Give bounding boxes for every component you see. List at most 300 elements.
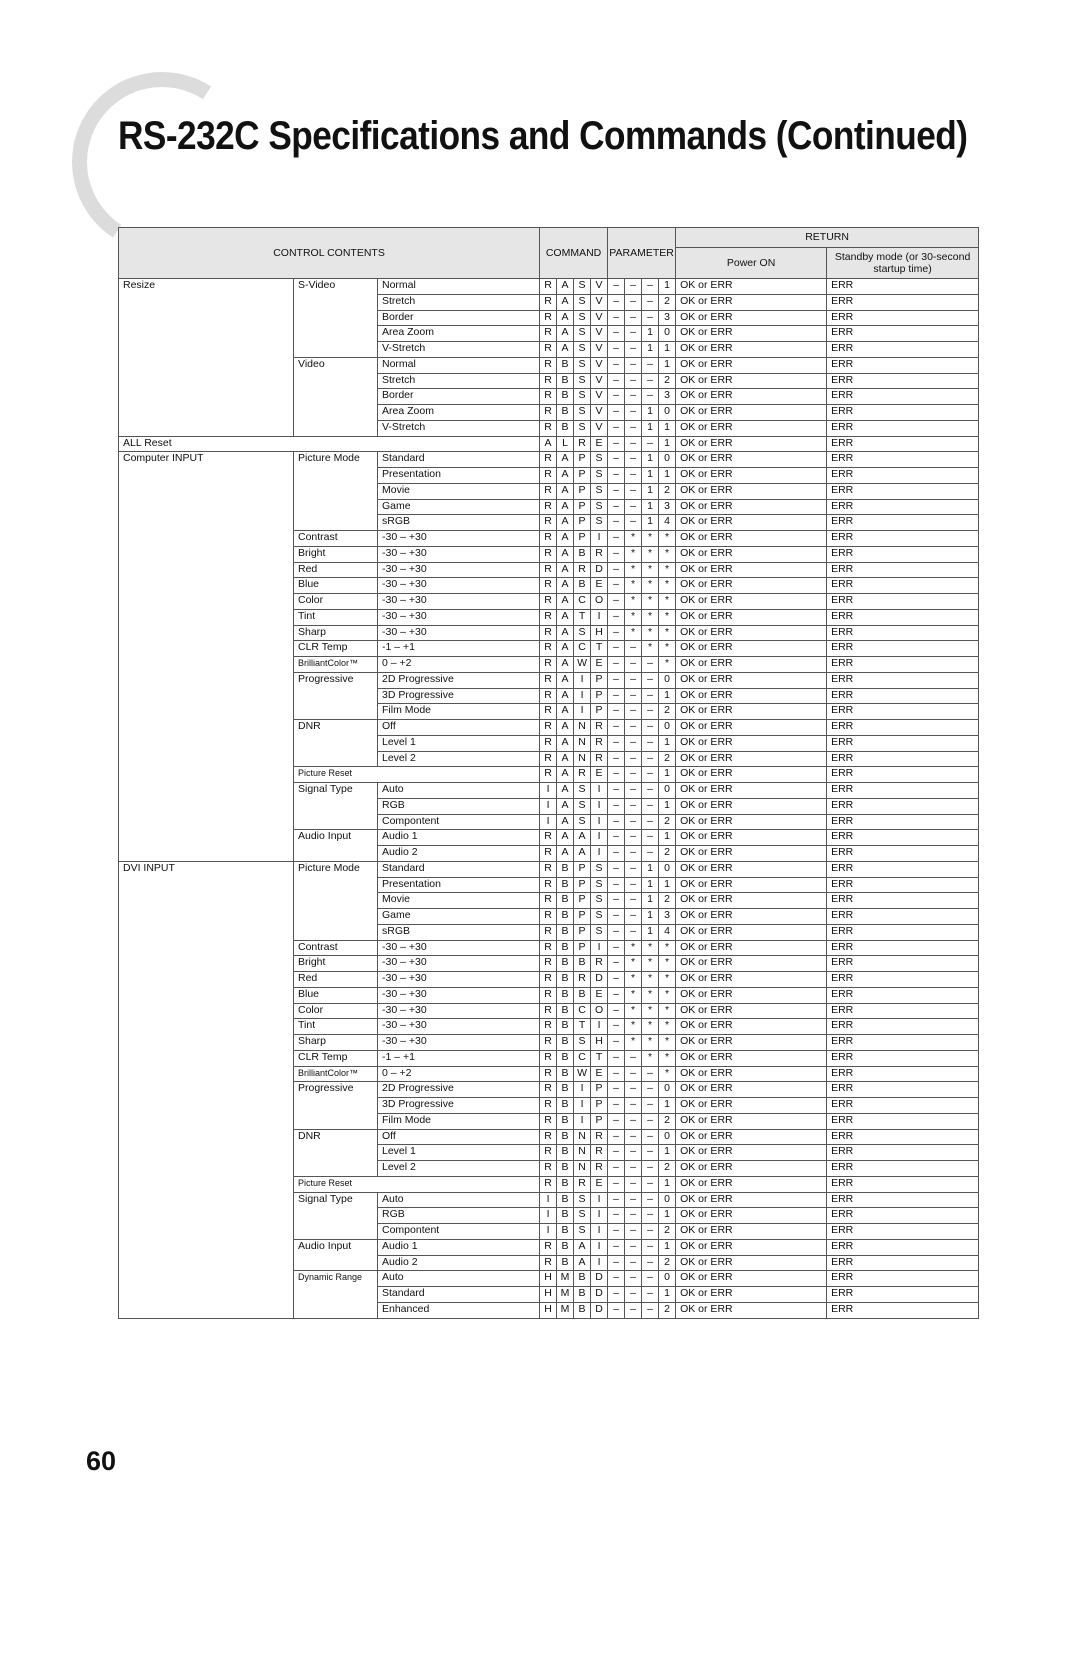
parameter-char: 3 [659,389,676,405]
command-char: A [557,657,574,673]
return-standby: ERR [827,342,979,358]
return-power-on: OK or ERR [676,1145,827,1161]
parameter-char: – [608,846,625,862]
parameter-char: – [608,373,625,389]
return-power-on: OK or ERR [676,688,827,704]
command-char: R [540,657,557,673]
parameter-char: – [642,1287,659,1303]
cell-setting: -30 – +30 [378,546,540,562]
return-standby: ERR [827,625,979,641]
command-char: R [540,704,557,720]
parameter-char: – [642,704,659,720]
parameter-char: 0 [659,1082,676,1098]
command-char: O [591,594,608,610]
command-char: A [557,499,574,515]
cell-item: BrilliantColor™ [294,657,378,673]
page-number: 60 [86,1446,117,1476]
return-power-on: OK or ERR [676,704,827,720]
command-char: P [591,704,608,720]
parameter-char: – [608,972,625,988]
parameter-char: * [642,578,659,594]
command-char: R [540,342,557,358]
command-char: B [574,987,591,1003]
command-char: I [591,940,608,956]
cell-setting: -30 – +30 [378,609,540,625]
parameter-char: – [608,389,625,405]
return-power-on: OK or ERR [676,594,827,610]
command-char: A [557,641,574,657]
parameter-char: – [608,814,625,830]
command-char: I [540,1224,557,1240]
cell-item: CLR Temp [294,641,378,657]
cell-setting: -30 – +30 [378,940,540,956]
parameter-char: – [625,814,642,830]
parameter-char: – [625,767,642,783]
command-char: R [540,1129,557,1145]
parameter-char: 0 [659,452,676,468]
parameter-char: * [642,1035,659,1051]
command-char: B [574,1287,591,1303]
cell-setting: -30 – +30 [378,972,540,988]
return-standby: ERR [827,861,979,877]
cell-item: Tint [294,609,378,625]
parameter-char: 2 [659,294,676,310]
parameter-char: – [642,1113,659,1129]
parameter-char: – [625,499,642,515]
command-char: D [591,562,608,578]
command-char: A [557,783,574,799]
command-char: B [557,1082,574,1098]
parameter-char: * [659,594,676,610]
return-standby: ERR [827,751,979,767]
command-char: R [540,1161,557,1177]
command-char: V [591,373,608,389]
command-char: R [540,515,557,531]
header-standby: Standby mode (or 30-second startup time) [827,248,979,279]
command-char: H [540,1287,557,1303]
command-char: H [591,625,608,641]
command-char: R [540,893,557,909]
command-char: H [591,1035,608,1051]
command-char: E [591,436,608,452]
command-char: B [557,1035,574,1051]
command-char: R [540,1113,557,1129]
command-char: V [591,389,608,405]
return-power-on: OK or ERR [676,1019,827,1035]
parameter-char: – [608,294,625,310]
command-char: S [574,342,591,358]
command-char: A [557,515,574,531]
command-char: P [574,940,591,956]
command-char: S [574,1208,591,1224]
command-char: V [591,357,608,373]
command-char: S [574,625,591,641]
return-power-on: OK or ERR [676,609,827,625]
parameter-char: 1 [642,861,659,877]
parameter-char: – [625,720,642,736]
parameter-char: 1 [642,893,659,909]
command-char: I [540,814,557,830]
return-power-on: OK or ERR [676,641,827,657]
command-char: R [574,562,591,578]
parameter-char: – [608,1302,625,1318]
command-char: V [591,294,608,310]
command-char: R [540,625,557,641]
cell-setting: Area Zoom [378,405,540,421]
parameter-char: 3 [659,499,676,515]
parameter-char: – [608,405,625,421]
parameter-char: – [608,594,625,610]
cell-setting: Film Mode [378,1113,540,1129]
return-power-on: OK or ERR [676,1161,827,1177]
return-power-on: OK or ERR [676,657,827,673]
command-char: R [540,751,557,767]
return-power-on: OK or ERR [676,436,827,452]
parameter-char: – [642,783,659,799]
command-char: A [574,1255,591,1271]
cell-setting: Normal [378,357,540,373]
parameter-char: – [608,688,625,704]
parameter-char: 0 [659,326,676,342]
command-char: I [574,1082,591,1098]
return-standby: ERR [827,594,979,610]
cell-setting: 2D Progressive [378,672,540,688]
command-char: I [591,798,608,814]
command-char: P [574,877,591,893]
return-standby: ERR [827,956,979,972]
parameter-char: * [625,1035,642,1051]
parameter-char: * [625,956,642,972]
return-standby: ERR [827,531,979,547]
cell-category: Resize [119,279,294,437]
parameter-char: – [642,1145,659,1161]
cell-setting: 0 – +2 [378,1066,540,1082]
command-char: R [540,688,557,704]
parameter-char: 2 [659,1161,676,1177]
command-char: A [557,767,574,783]
parameter-char: – [625,657,642,673]
command-char: D [591,1271,608,1287]
parameter-char: * [659,1066,676,1082]
parameter-char: 1 [642,405,659,421]
command-char: R [540,1145,557,1161]
command-char: A [557,310,574,326]
parameter-char: 0 [659,1129,676,1145]
parameter-char: – [608,1176,625,1192]
command-char: I [540,798,557,814]
parameter-char: 0 [659,720,676,736]
parameter-char: – [642,751,659,767]
command-char: R [591,735,608,751]
parameter-char: 1 [659,279,676,295]
parameter-char: 1 [642,452,659,468]
command-char: O [591,1003,608,1019]
parameter-char: * [659,562,676,578]
parameter-char: – [642,1082,659,1098]
parameter-char: – [608,1066,625,1082]
return-standby: ERR [827,672,979,688]
return-power-on: OK or ERR [676,1082,827,1098]
parameter-char: – [625,452,642,468]
parameter-char: – [625,1050,642,1066]
command-char: P [574,468,591,484]
parameter-char: – [608,1224,625,1240]
parameter-char: – [642,1208,659,1224]
parameter-char: 1 [642,924,659,940]
command-char: I [591,1239,608,1255]
command-char: S [574,357,591,373]
command-char: D [591,972,608,988]
command-char: S [574,783,591,799]
command-char: R [591,546,608,562]
table-row [119,861,979,877]
parameter-char: * [642,625,659,641]
return-power-on: OK or ERR [676,1192,827,1208]
cell-category: DVI INPUT [119,861,294,1318]
cell-setting: Game [378,499,540,515]
command-char: R [540,924,557,940]
cell-setting: Audio 1 [378,830,540,846]
command-char: S [574,798,591,814]
parameter-char: – [608,1050,625,1066]
command-char: R [540,405,557,421]
cell-setting: sRGB [378,515,540,531]
return-standby: ERR [827,704,979,720]
parameter-char: – [608,751,625,767]
parameter-char: 1 [642,515,659,531]
command-char: P [574,452,591,468]
return-power-on: OK or ERR [676,373,827,389]
return-standby: ERR [827,830,979,846]
parameter-char: – [642,798,659,814]
command-char: A [557,625,574,641]
parameter-char: – [608,1019,625,1035]
parameter-char: – [608,468,625,484]
command-char: R [591,720,608,736]
parameter-char: – [625,310,642,326]
command-char: N [574,1161,591,1177]
command-char: A [557,452,574,468]
cell-setting: Audio 2 [378,846,540,862]
parameter-char: * [659,1050,676,1066]
parameter-char: – [625,1129,642,1145]
return-standby: ERR [827,1113,979,1129]
parameter-char: 1 [659,1098,676,1114]
parameter-char: – [608,672,625,688]
command-char: B [557,1003,574,1019]
command-char: B [557,1066,574,1082]
return-power-on: OK or ERR [676,1050,827,1066]
parameter-char: 4 [659,924,676,940]
command-char: R [540,499,557,515]
parameter-char: – [608,452,625,468]
parameter-char: * [659,956,676,972]
parameter-char: * [659,609,676,625]
command-char: S [574,279,591,295]
cell-setting: 3D Progressive [378,1098,540,1114]
return-power-on: OK or ERR [676,877,827,893]
command-char: R [540,830,557,846]
cell-item: Audio Input [294,830,378,862]
command-char: C [574,641,591,657]
parameter-char: – [625,1271,642,1287]
parameter-char: – [625,389,642,405]
cell-setting: Compontent [378,814,540,830]
command-char: R [540,1019,557,1035]
return-power-on: OK or ERR [676,672,827,688]
parameter-char: – [625,704,642,720]
return-standby: ERR [827,972,979,988]
command-char: C [574,1050,591,1066]
parameter-char: – [625,342,642,358]
parameter-char: – [608,1208,625,1224]
command-char: V [591,279,608,295]
return-standby: ERR [827,657,979,673]
cell-setting: V-Stretch [378,342,540,358]
parameter-char: – [608,924,625,940]
command-char: V [591,342,608,358]
command-char: R [540,909,557,925]
return-power-on: OK or ERR [676,1271,827,1287]
return-standby: ERR [827,893,979,909]
cell-setting: Level 2 [378,751,540,767]
parameter-char: * [625,578,642,594]
parameter-char: * [625,940,642,956]
command-char: B [557,1161,574,1177]
cell-setting: Level 1 [378,735,540,751]
parameter-char: – [608,909,625,925]
command-char: A [557,609,574,625]
parameter-char: * [659,1003,676,1019]
header-power-on: Power ON [676,248,827,279]
return-standby: ERR [827,909,979,925]
parameter-char: 1 [659,767,676,783]
command-char: B [557,940,574,956]
parameter-char: 1 [659,735,676,751]
cell-setting: Standard [378,452,540,468]
command-char: I [591,609,608,625]
command-char: I [591,830,608,846]
parameter-char: 1 [659,357,676,373]
return-standby: ERR [827,1145,979,1161]
parameter-char: – [608,531,625,547]
parameter-char: – [608,326,625,342]
parameter-char: – [608,798,625,814]
command-char: B [557,1176,574,1192]
parameter-char: 1 [642,909,659,925]
parameter-char: 1 [659,688,676,704]
command-char: S [574,1224,591,1240]
command-char: A [557,294,574,310]
command-char: R [540,1003,557,1019]
cell-setting: -30 – +30 [378,956,540,972]
return-standby: ERR [827,483,979,499]
cell-setting: Enhanced [378,1302,540,1318]
command-char: A [557,468,574,484]
parameter-char: – [608,609,625,625]
command-char: R [540,972,557,988]
table-row [119,436,979,452]
command-char: I [591,1255,608,1271]
parameter-char: – [625,405,642,421]
command-char: A [557,342,574,358]
parameter-char: – [625,483,642,499]
command-char: L [557,436,574,452]
return-standby: ERR [827,1066,979,1082]
return-standby: ERR [827,1287,979,1303]
command-char: B [557,1255,574,1271]
cell-setting: Presentation [378,877,540,893]
cell-item: Video [294,357,378,436]
parameter-char: 0 [659,405,676,421]
return-standby: ERR [827,735,979,751]
command-char: P [574,499,591,515]
command-char: R [540,483,557,499]
parameter-char: 1 [659,342,676,358]
return-power-on: OK or ERR [676,1066,827,1082]
parameter-char: 1 [659,830,676,846]
cell-setting: RGB [378,1208,540,1224]
parameter-char: * [659,546,676,562]
cell-setting: sRGB [378,924,540,940]
parameter-char: – [625,1255,642,1271]
command-char: I [591,1019,608,1035]
cell-setting: Compontent [378,1224,540,1240]
parameter-char: – [625,1224,642,1240]
return-standby: ERR [827,1255,979,1271]
return-power-on: OK or ERR [676,846,827,862]
command-char: A [557,279,574,295]
command-char: A [574,1239,591,1255]
parameter-char: – [608,1129,625,1145]
return-standby: ERR [827,940,979,956]
command-char: S [574,389,591,405]
command-char: B [557,1224,574,1240]
return-power-on: OK or ERR [676,562,827,578]
return-power-on: OK or ERR [676,452,827,468]
parameter-char: – [608,499,625,515]
parameter-char: – [625,1302,642,1318]
parameter-char: 2 [659,846,676,862]
parameter-char: – [642,735,659,751]
command-char: R [540,310,557,326]
parameter-char: – [625,861,642,877]
return-standby: ERR [827,515,979,531]
parameter-char: – [608,940,625,956]
parameter-char: – [608,1113,625,1129]
return-standby: ERR [827,609,979,625]
cell-item: Progressive [294,1082,378,1129]
parameter-char: – [625,373,642,389]
return-power-on: OK or ERR [676,751,827,767]
parameter-char: – [642,672,659,688]
command-char: S [591,893,608,909]
parameter-char: 2 [659,1302,676,1318]
parameter-char: – [625,1098,642,1114]
command-char: R [540,279,557,295]
cell-setting: 0 – +2 [378,657,540,673]
parameter-char: – [608,861,625,877]
command-char: A [557,594,574,610]
command-char: D [591,1287,608,1303]
cell-setting: Level 2 [378,1161,540,1177]
parameter-char: – [642,1302,659,1318]
command-char: S [591,515,608,531]
parameter-char: * [642,641,659,657]
command-char: R [540,294,557,310]
command-char: R [591,1161,608,1177]
parameter-char: – [625,1082,642,1098]
